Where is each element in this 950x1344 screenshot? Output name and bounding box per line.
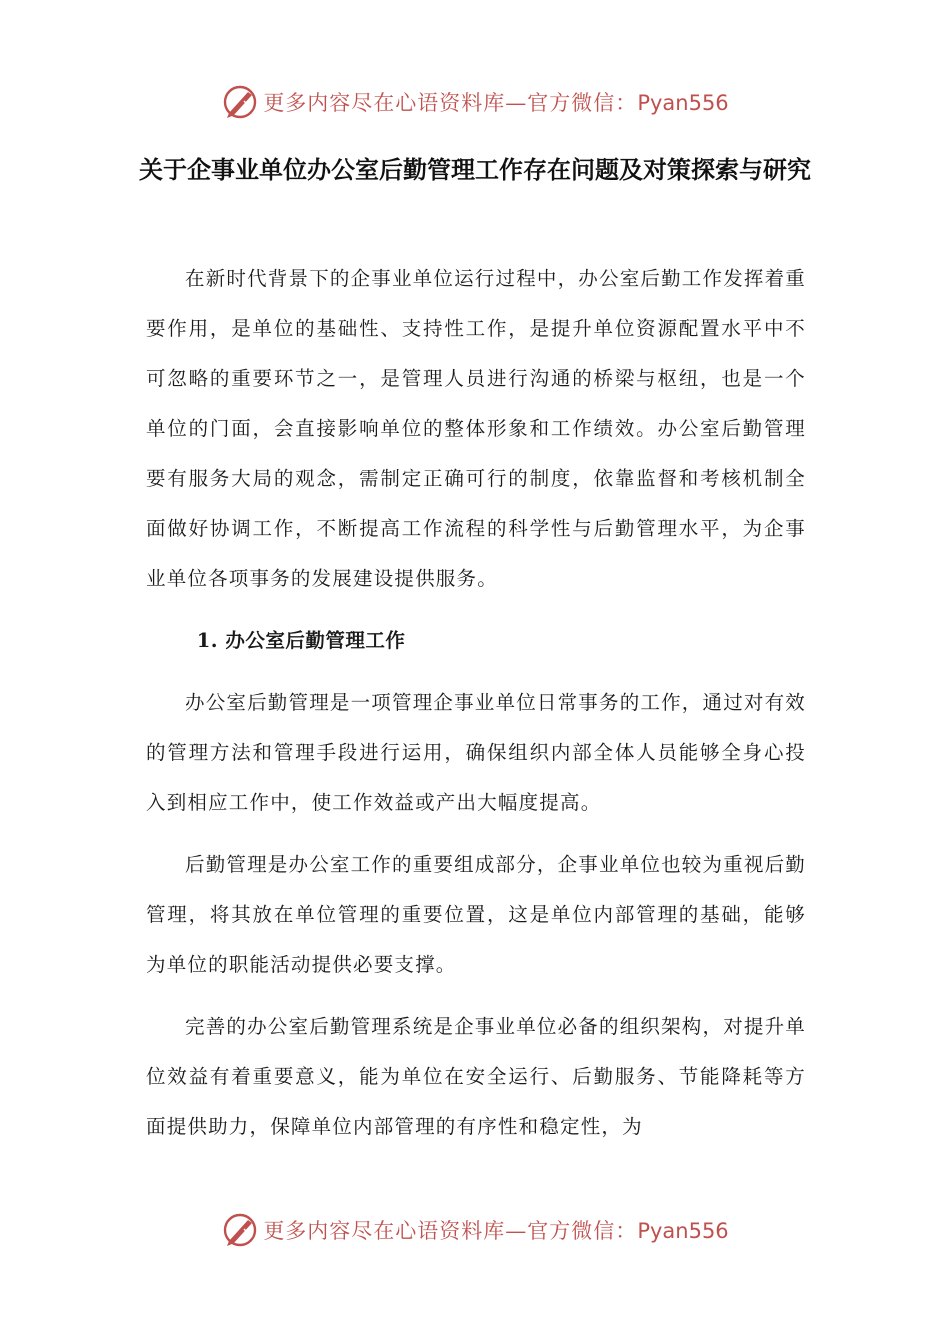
document-body (146, 254, 806, 1152)
paragraph: 办公室后勤管理是一项管理企事业单位日常事务的工作，通过对有效的管理方法和管理手段进行运用，确保组织内部全体人员能够全身心投入到相应工作中，使工作效益或产出大幅度提高。 (146, 691, 807, 814)
paragraph: 后勤管理是办公室工作的重要组成部分，企事业单位也较为重视后勤管理，将其放在单位管理的重要位置，这是单位内部管理的基础，能够为单位的职能活动提供必要支撑。 (146, 853, 807, 976)
banner-text: 更多内容尽在心语资料库—官方微信：Pyan556 (263, 91, 729, 115)
document-title: 关于企事业单位办公室后勤管理工作存在问题及对策探索与研究 (139, 155, 811, 184)
paragraph: 完善的办公室后勤管理系统是企事业单位必备的组织架构，对提升单位效益有着重要意义，能为单位在安全运行、后勤服务、节能降耗等方面提供助力，保障单位内部管理的有序性和稳定性，为 (146, 1015, 807, 1138)
banner-handle: Pyan556 (637, 1219, 729, 1243)
paragraph-intro: 在新时代背景下的企事业单位运行过程中，办公室后勤工作发挥着重要作用，是单位的基础性、支持性工作，是提升单位资源配置水平中不可忽略的重要环节之一，是管理人员进行沟通的桥梁与枢纽，也是一个单位的门面，会直接影响单位的整体形象和工作绩效。办公室后勤管理要有服务大局的观念，需制定正确可行的制度，依靠监督和考核机制全面做好协调工作，不断提高工作流程的科学性与后勤管理水平，为企事业单位各项事务的发展建设提供服务。 (146, 267, 807, 590)
pen-circle-logo-icon (221, 83, 259, 121)
section-heading: 1. 办公室后勤管理工作 (196, 629, 406, 652)
pen-circle-logo-icon (221, 1211, 259, 1249)
header-banner (0, 80, 950, 124)
banner-handle: Pyan556 (637, 91, 729, 115)
banner-text: 更多内容尽在心语资料库—官方微信：Pyan556 (263, 1219, 729, 1243)
footer-banner (0, 1208, 950, 1252)
